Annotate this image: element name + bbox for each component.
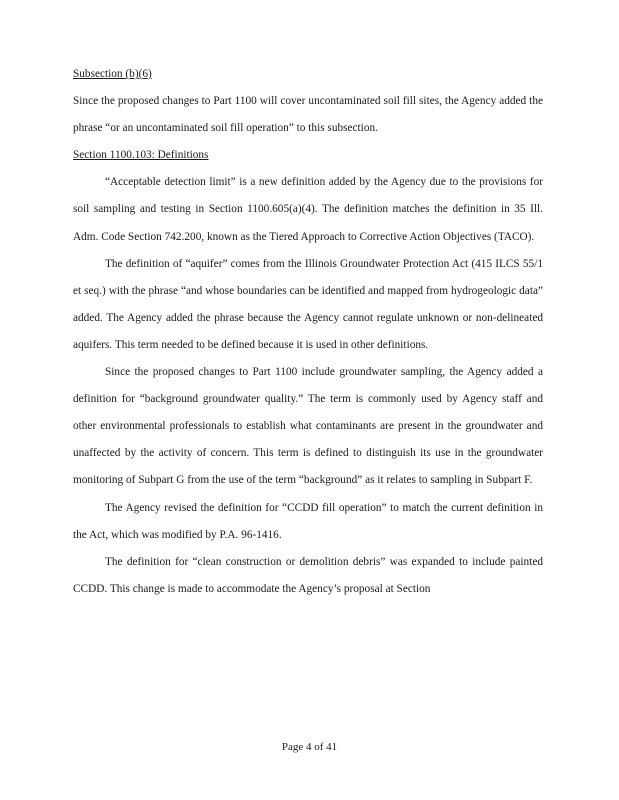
- document-body: [73, 61, 543, 603]
- section-heading: Subsection (b)(6): [73, 68, 152, 80]
- paragraph: “Acceptable detection limit” is a new definition added by the Agency due to the provisions for soil sampling and testing in Section 1100.605(a)(4). The definition matches the definition in 35 Ill. Adm. Code Section 742.200, known as the Tiered Approach to Corrective Action Objectives (TACO).: [73, 176, 543, 243]
- section-heading: Section 1100.103: Definitions: [73, 149, 209, 162]
- page-number: Page 4 of 41: [281, 741, 338, 753]
- paragraph: Since the proposed changes to Part 1100 include groundwater sampling, the Agency added a definition for “background groundwater quality.” The term is commonly used by Agency staff and other environmental professionals to establish what contaminants are present in the groundwater and unaffected by the activity of concern. This term is defined to distinguish its use in the groundwater monitoring of Subpart G from the use of the term “background” as it relates to sampling in Subpart F.: [73, 366, 543, 487]
- paragraph: Since the proposed changes to Part 1100 will cover uncontaminated soil fill sites, the Agency added the phrase “or an uncontaminated soil fill operation” to this subsection.: [73, 95, 543, 135]
- paragraph: The definition of “aquifer” comes from the Illinois Groundwater Protection Act (415 ILCS 55/1 et seq.) with the phrase “and whose boundaries can be identified and mapped from hydrogeologic data” added. The Agency added the phrase because the Agency cannot regulate unknown or non-delineated aquifers. This term needed to be defined because it is used in other definitions.: [73, 257, 543, 351]
- paragraph: The definition for “clean construction or demolition debris” was expanded to include painted CCDD. This change is made to accommodate the Agency’s proposal at Section: [73, 555, 543, 595]
- paragraph: The Agency revised the definition for “CCDD fill operation” to match the current definition in the Act, which was modified by P.A. 96-1416.: [73, 501, 543, 541]
